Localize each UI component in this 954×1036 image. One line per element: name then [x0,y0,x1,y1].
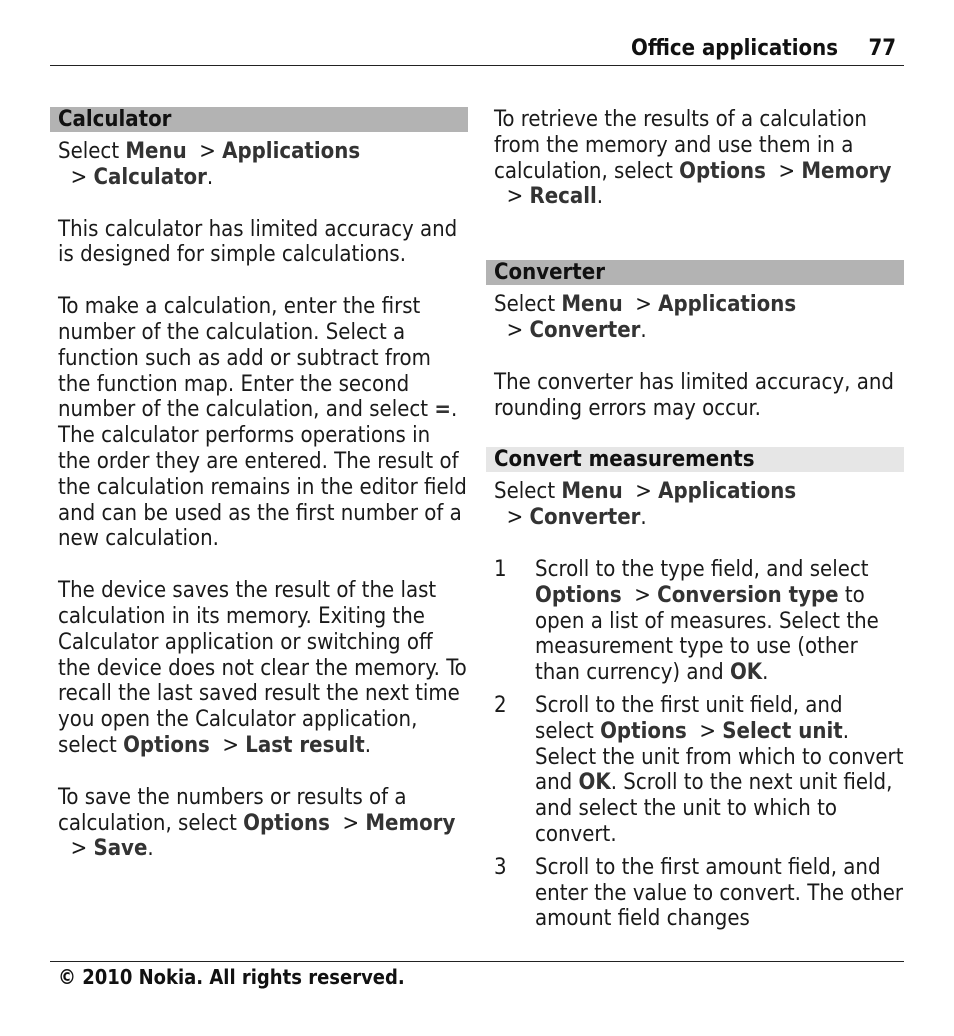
copyright-notice: © 2010 Nokia. All rights reserved. [58,965,405,989]
calculator-recall-paragraph: To retrieve the results of a calculation from the memory and use them in a calculation, select Options > Memory > Recall. [494,107,892,210]
calculator-memory-paragraph: The device saves the result of the last calculation in its memory. Exiting the Calculator application or switching off the device does not clear the memory. To recall the last saved result the next time you open the Calculator application, select Options > Last result. [58,578,467,758]
calculator-open-instructions: Select Menu > Applications > Calculator. [58,139,361,190]
section-heading-converter: Converter [486,260,904,285]
calculator-usage-paragraph: To make a calculation, enter the first number of the calculation. Select a function such as add or subtract from the function map. Enter the second number of the calculation, and select =. The calculator performs operations in the order they are entered. The result of the calculation remains in the editor field and can be used as the first number of a new calculation. [58,294,467,552]
page-footer [50,961,904,990]
page-header [50,34,904,66]
converter-accuracy-note: The converter has limited accuracy, and rounding errors may occur. [494,369,894,421]
list-item: 2 Scroll to the first unit field, and select Options > Select unit. Select the unit from which to convert and OK. Scroll to the next unit field, and select the unit to which to convert. [494,692,904,847]
calculator-save-paragraph: To save the numbers or results of a calculation, select Options > Memory > Save. [58,784,456,862]
right-column [486,107,904,939]
measurements-open-instructions: Select Menu > Applications > Converter. [494,479,797,531]
chapter-title: Office applications [631,36,838,61]
list-item: 1 Scroll to the type field, and select Options > Conversion type to open a list of measures. Select the measurement type to use (other than currency) and OK. [494,556,879,686]
conversion-steps-list [486,557,904,932]
calculator-accuracy-note: This calculator has limited accuracy and is designed for simple calculations. [58,216,458,268]
section-heading-convert-measurements: Convert measurements [486,447,904,472]
list-item: 3 Scroll to the first amount field, and enter the value to convert. The other amount field changes [494,854,904,932]
left-column [50,107,468,888]
converter-open-instructions: Select Menu > Applications > Converter. [494,292,797,343]
section-heading-calculator: Calculator [50,107,468,132]
page-number: 77 [868,36,896,61]
